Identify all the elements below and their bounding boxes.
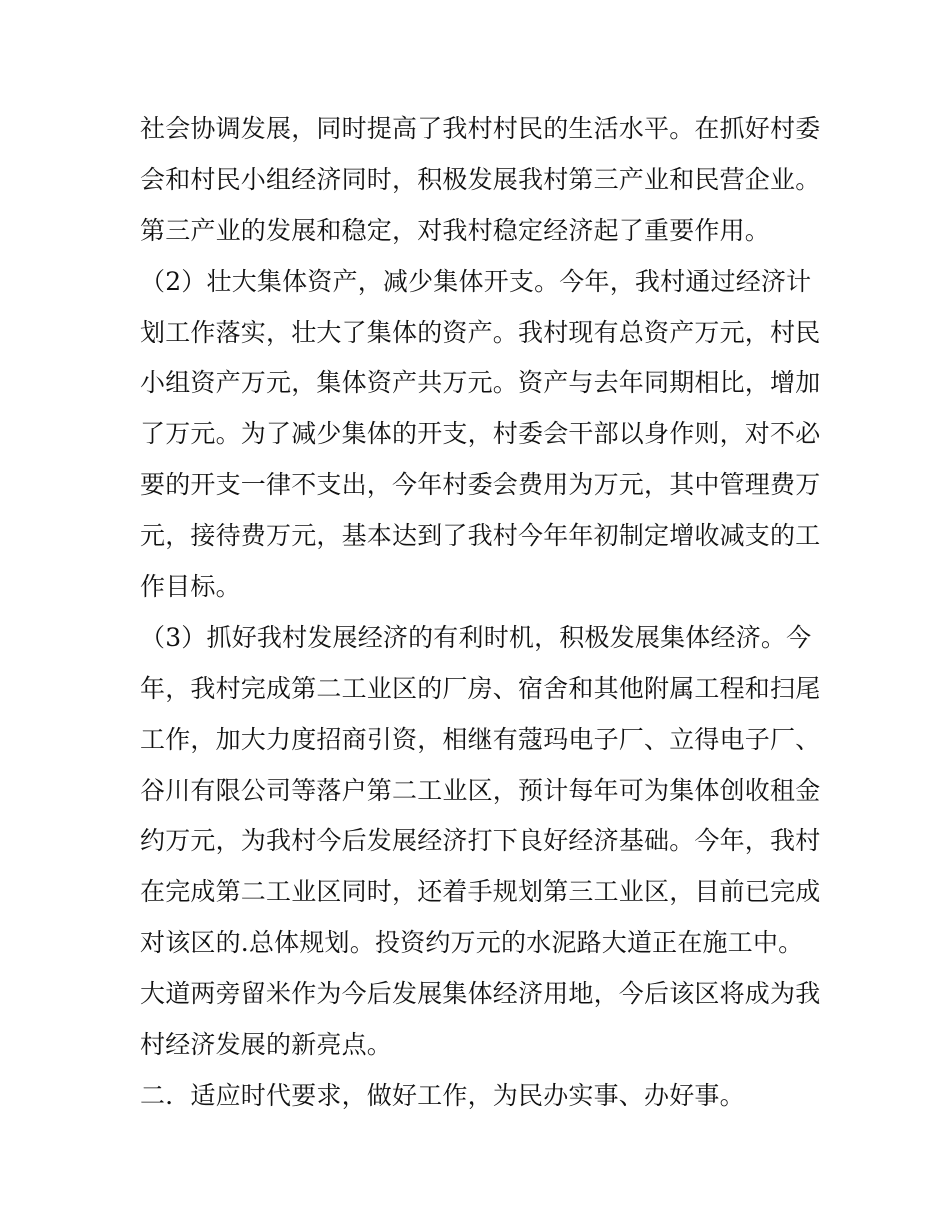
text-line: 在完成第二工业区同时，还着手规划第三工业区，目前已完成 [140, 877, 821, 907]
text-line: 社会协调发展，同时提高了我村村民的生活水平。在抓好村委 [140, 114, 821, 143]
document-body [140, 104, 820, 1122]
text-line: 约万元，为我村今后发展经济打下良好经济基础。今年，我村 [140, 826, 821, 856]
text-line: 二．适应时代要求，做好工作，为民办实事、办好事。 [140, 1080, 745, 1110]
text-line: 会和村民小组经济同时，积极发展我村第三产业和民营企业。 [140, 164, 821, 194]
text-line: 元，接待费万元，基本达到了我村今年年初制定增收减支的工 [140, 521, 821, 551]
text-line: 小组资产万元，集体资产共万元。资产与去年同期相比，增加 [140, 368, 821, 398]
text-line: 第三产业的发展和稳定，对我村稳定经济起了重要作用。 [140, 215, 771, 245]
text-line: 年，我村完成第二工业区的厂房、宿舍和其他附属工程和扫尾 [140, 673, 821, 703]
text-line: 谷川有限公司等落户第二工业区，预计每年可为集体创收租金 [140, 775, 821, 805]
text-line: 工作，加大力度招商引资，相继有蔻玛电子厂、立得电子厂、 [140, 724, 821, 754]
text-line: （2）壮大集体资产，减少集体开支。今年，我村通过经济计 [140, 266, 812, 296]
text-line: 划工作落实，壮大了集体的资产。我村现有总资产万元，村民 [140, 317, 821, 347]
text-line: 要的开支一律不支出，今年村委会费用为万元，其中管理费万 [140, 470, 821, 500]
text-line: 村经济发展的新亮点。 [140, 1030, 393, 1060]
text-line: 作目标。 [140, 572, 241, 602]
text-line: 了万元。为了减少集体的开支，村委会干部以身作则，对不必 [140, 419, 821, 449]
text-line: （3）抓好我村发展经济的有利时机，积极发展集体经济。今 [140, 622, 812, 652]
text-line: 大道两旁留米作为今后发展集体经济用地，今后该区将成为我 [140, 979, 821, 1009]
text-line: 对该区的.总体规划。投资约万元的水泥路大道正在施工中。 [140, 928, 804, 958]
